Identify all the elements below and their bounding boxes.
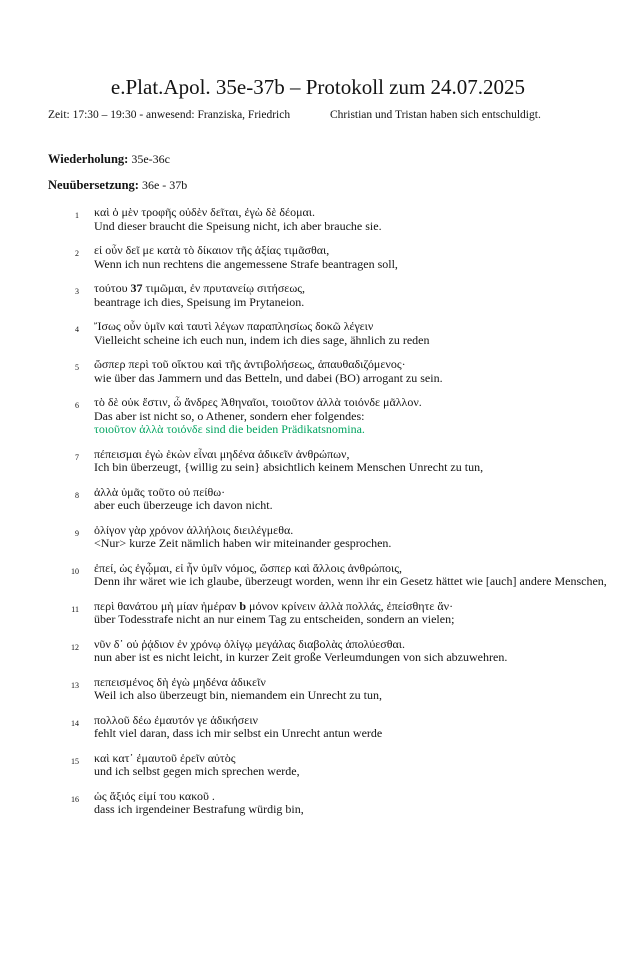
german-line: nun aber ist es nicht leicht, in kurzer Zeit große Verleumdungen von sich abzuwehren. [94, 650, 508, 664]
stephanus-marker: b [239, 598, 247, 613]
entry-number: 1 [75, 211, 79, 220]
translation-entry [0, 676, 636, 703]
german-line: Vielleicht scheine ich euch nun, indem ich dies sage, ähnlich zu reden [94, 332, 430, 347]
entry-number: 3 [75, 287, 79, 296]
meta-time-attendance: Zeit: 17:30 – 19:30 - anwesend: Franziska, Friedrich [48, 109, 291, 121]
greek-line [94, 562, 607, 576]
greek-line [94, 676, 382, 690]
greek-text: πολλοῦ δέω ἐμαυτόν γε ἀδικήσειν [94, 712, 258, 727]
wiederholung-line [0, 152, 636, 166]
german-line: Ich bin überzeugt, {willig zu sein} absichtlich keinem Menschen Unrecht zu tun, [94, 460, 484, 474]
neuuebersetzung-value: 36e - 37b [141, 178, 188, 192]
entry-number: 8 [75, 490, 79, 500]
greek-text: τὸ δὲ οὐκ ἔστιν, ὦ ἄνδρες Ἀθηναῖοι, τοιοῦτον ἀλλὰ τοιόνδε μᾶλλον. [94, 395, 422, 409]
entry-body [94, 752, 300, 779]
neuuebersetzung-line [0, 178, 636, 192]
entry-body [94, 486, 273, 513]
translation-entry [0, 448, 636, 475]
translation-entry [0, 714, 636, 741]
german-line: beantrage ich dies, Speisung im Prytaneion. [94, 294, 305, 309]
greek-line [94, 600, 454, 614]
translation-entry [0, 752, 636, 779]
german-line: Wenn ich nun rechtens die angemessene Strafe beantragen soll, [94, 256, 398, 271]
entry-body [94, 206, 382, 233]
greek-text: καὶ ὁ μὲν τροφῆς οὐδὲν δεῖται, ἐγὼ δὲ δέομαι. [94, 205, 316, 219]
entry-body [94, 448, 483, 475]
entry-number: 5 [75, 363, 79, 372]
greek-text: τούτου [94, 281, 131, 295]
greek-text: τιμῶμαι, ἐν πρυτανείῳ σιτήσεως, [142, 281, 305, 295]
entry-number: 15 [71, 756, 79, 766]
entry-body [94, 358, 443, 385]
neuuebersetzung-label: Neuübersetzung: [48, 178, 139, 192]
entry-body [94, 524, 391, 551]
translation-entry [0, 244, 636, 271]
entry-number: 6 [75, 401, 79, 410]
greek-line [94, 448, 483, 462]
entry-list [0, 206, 636, 817]
greek-text: ὡς ἄξιός εἰμί του κακοῦ . [94, 788, 215, 803]
entry-body [94, 282, 305, 309]
entry-body [94, 790, 304, 817]
entry-body [94, 244, 398, 271]
entry-body [94, 638, 507, 665]
wiederholung-label: Wiederholung: [48, 152, 129, 166]
greek-line [94, 282, 305, 296]
meta-excused: Christian und Tristan haben sich entschuldigt. [330, 109, 541, 121]
wiederholung-value: 35e-36c [131, 152, 170, 166]
entry-body [94, 714, 382, 741]
greek-line [94, 244, 398, 258]
greek-line [94, 790, 304, 804]
translation-entry [0, 638, 636, 665]
german-line: <Nur> kurze Zeit nämlich haben wir miteinander gesprochen. [94, 536, 392, 550]
translation-entry [0, 320, 636, 347]
greek-text: Ἴσως οὖν ὑμῖν καὶ ταυτὶ λέγων παραπλησίως δοκῶ λέγειν [94, 319, 374, 333]
greek-text: ἐπεί, ὡς ἐγᾦμαι, εἰ ἦν ὑμῖν νόμος, ὥσπερ καὶ ἄλλοις ἀνθρώποις, [94, 560, 403, 575]
greek-text: πέπεισμαι ἐγὼ ἑκὼν εἶναι μηδένα ἀδικεῖν ἀνθρώπων, [94, 446, 350, 461]
entry-number: 16 [71, 794, 79, 804]
german-line: Denn ihr wäret wie ich glaube, überzeugt worden, wenn ihr ein Gesetz hättet wie [auch] andere Menschen, [94, 574, 607, 588]
greek-text: μόνον κρίνειν ἀλλὰ πολλάς, ἐπείσθητε ἄν· [246, 598, 454, 613]
greek-text: νῦν δ᾽ οὐ ῥᾴδιον ἐν χρόνῳ ὀλίγῳ μεγάλας διαβολὰς ἀπολύεσθαι. [94, 636, 406, 651]
greek-line [94, 752, 300, 766]
greek-line [94, 524, 391, 538]
greek-line [94, 714, 382, 728]
entry-body [94, 600, 454, 627]
greek-text: ὥσπερ περὶ τοῦ οἴκτου καὶ τῆς ἀντιβολήσεως, ἀπαυθαδιζόμενος· [94, 357, 406, 371]
greek-text: καὶ κατ᾽ ἐμαυτοῦ ἐρεῖν αὐτὸς [94, 750, 236, 765]
entry-body [94, 320, 430, 347]
translation-entry [0, 358, 636, 385]
entry-number: 12 [71, 642, 79, 652]
entry-number: 4 [75, 325, 79, 334]
german-line: Weil ich also überzeugt bin, niemandem ein Unrecht zu tun, [94, 688, 382, 702]
meta-row [0, 108, 636, 122]
german-line: Das aber ist nicht so, o Athener, sondern eher folgendes: [94, 408, 365, 423]
entry-number: 14 [71, 718, 79, 728]
translation-entry [0, 790, 636, 817]
entry-body [94, 676, 382, 703]
translation-entry [0, 282, 636, 309]
entry-number: 9 [75, 528, 79, 538]
greek-line [94, 320, 430, 334]
greek-line [94, 396, 422, 410]
entry-number: 10 [71, 566, 79, 576]
translation-entry [0, 486, 636, 513]
section-block [0, 152, 636, 192]
greek-text: περὶ θανάτου μὴ μίαν ἡμέραν [94, 598, 240, 613]
greek-text: ὀλίγον γὰρ χρόνον ἀλλήλοις διειλέγμεθα. [94, 522, 294, 537]
greek-line [94, 638, 507, 652]
greek-text: ἀλλὰ ὑμᾶς τοῦτο οὐ πείθω· [94, 484, 226, 499]
page-title: e.Plat.Apol. 35e-37b – Protokoll zum 24.07.2025 [110, 75, 526, 99]
translation-entry [0, 206, 636, 233]
stephanus-marker: 37 [130, 281, 143, 295]
greek-text: εἰ οὖν δεῖ με κατὰ τὸ δίκαιον τῆς ἀξίας τιμᾶσθαι, [94, 243, 330, 257]
translation-entry [0, 524, 636, 551]
translation-entry [0, 600, 636, 627]
greek-text: πεπεισμένος δὴ ἐγὼ μηδένα ἀδικεῖν [94, 674, 266, 689]
german-line: aber euch überzeuge ich davon nicht. [94, 498, 273, 512]
german-line: Und dieser braucht die Speisung nicht, ich aber brauche sie. [94, 218, 382, 233]
entry-number: 13 [71, 680, 79, 690]
entry-number: 11 [71, 604, 79, 614]
translation-entry [0, 562, 636, 589]
german-line: dass ich irgendeiner Bestrafung würdig bin, [94, 802, 304, 816]
greek-line [94, 486, 273, 500]
entry-number: 7 [75, 452, 79, 462]
entry-number: 2 [75, 249, 79, 258]
note-line: τοιοῦτον ἀλλὰ τοιόνδε sind die beiden Prädikatsnomina. [94, 422, 365, 436]
entry-body [94, 562, 607, 589]
german-line: und ich selbst gegen mich sprechen werde, [94, 764, 300, 778]
german-line: wie über das Jammern und das Betteln, und dabei (BO) arrogant zu sein. [94, 370, 443, 385]
greek-line [94, 358, 443, 372]
translation-entry [0, 396, 636, 437]
entry-body [94, 396, 422, 437]
german-line: über Todesstrafe nicht an nur einem Tag zu entscheiden, sondern an vielen; [94, 612, 455, 626]
greek-line [94, 206, 382, 220]
german-line: fehlt viel daran, dass ich mir selbst ein Unrecht antun werde [94, 726, 383, 740]
